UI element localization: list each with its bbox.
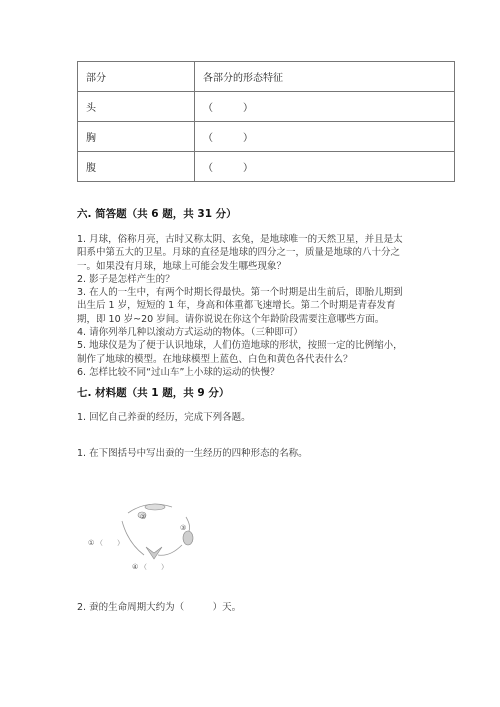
table-cell: 头 xyxy=(78,92,195,122)
text-line: 3. 在人的一生中，有两个时期长得最快。第一个时期是出生前后，即胎儿期到 xyxy=(77,287,403,299)
section-title-short-answer: 六. 简答题（共 6 题，共 31 分） xyxy=(77,208,237,220)
cycle-arrow xyxy=(122,521,144,555)
stage-number: ④ xyxy=(132,563,139,571)
table-header-cell: 各部分的形态特征 xyxy=(195,62,455,92)
stage-number: ① xyxy=(88,539,95,547)
cycle-arrow xyxy=(158,545,182,555)
silkworm-lifecycle-figure xyxy=(88,493,218,575)
cocoon-icon xyxy=(183,531,193,545)
text-line: 4. 请你列举几种以滚动方式运动的物体。（三种即可） xyxy=(77,327,303,339)
answer-blank: （ ） xyxy=(195,122,455,152)
table-row xyxy=(78,152,455,182)
section-title-material: 七. 材料题（共 1 题，共 9 分） xyxy=(77,387,230,399)
parts-table xyxy=(77,61,455,182)
text-line: 2. 影子是怎样产生的？ xyxy=(77,273,175,285)
cycle-arrow xyxy=(186,517,190,533)
stage-number: ③ xyxy=(180,524,187,532)
text-line: 出生后 1 岁，短短的 1 年，身高和体重都飞速增长。第二个时期是青春发育 xyxy=(77,300,396,312)
table-row xyxy=(78,122,455,152)
short-answer-questions xyxy=(77,233,457,379)
table-header-cell: 部分 xyxy=(78,62,195,92)
material-question-1: 1. 回忆自己养蚕的经历，完成下列各题。 xyxy=(77,412,251,423)
silk-moth-icon xyxy=(146,547,162,559)
answer-blank: （ ） xyxy=(140,563,168,571)
text-line: 阳系中第五大的卫星。月球的直径是地球的四分之一，质量是地球的八十分之 xyxy=(77,247,401,259)
material-question-1-2: 2. 蚕的生命周期大约为（ ）天。 xyxy=(77,602,242,613)
answer-blank: （ ） xyxy=(195,92,455,122)
table-cell: 胸 xyxy=(78,122,195,152)
text-line: 期，即 10 岁~20 岁间。请你说说在你这个年龄阶段需要注意哪些方面。 xyxy=(77,313,385,325)
silkworm-larva-icon xyxy=(145,504,165,510)
table-cell: 腹 xyxy=(78,152,195,182)
table-header-row xyxy=(78,62,455,92)
text-line: 制作了地球的模型。在地球模型上蓝色、白色和黄色各代表什么？ xyxy=(77,353,353,365)
answer-blank: （ ） xyxy=(96,539,124,547)
text-line: 1. 月球，俗称月亮，古时又称太阴、玄兔，是地球唯一的天然卫星，并且是太 xyxy=(77,234,403,245)
material-question-1-1: 1. 在下图括号中写出蚕的一生经历的四种形态的名称。 xyxy=(77,448,308,459)
table-row xyxy=(78,92,455,122)
stage-number: ② xyxy=(140,513,147,521)
text-line: 5. 地球仪是为了便于认识地球，人们仿造地球的形状，按照一定的比例缩小， xyxy=(77,340,403,352)
answer-blank: （ ） xyxy=(195,152,455,182)
text-line: 一。如果没有月球，地球上可能会发生哪些现象？ xyxy=(77,260,287,272)
text-line: 6. 怎样比较不同“过山车”上小球的运动的快慢？ xyxy=(77,366,280,378)
